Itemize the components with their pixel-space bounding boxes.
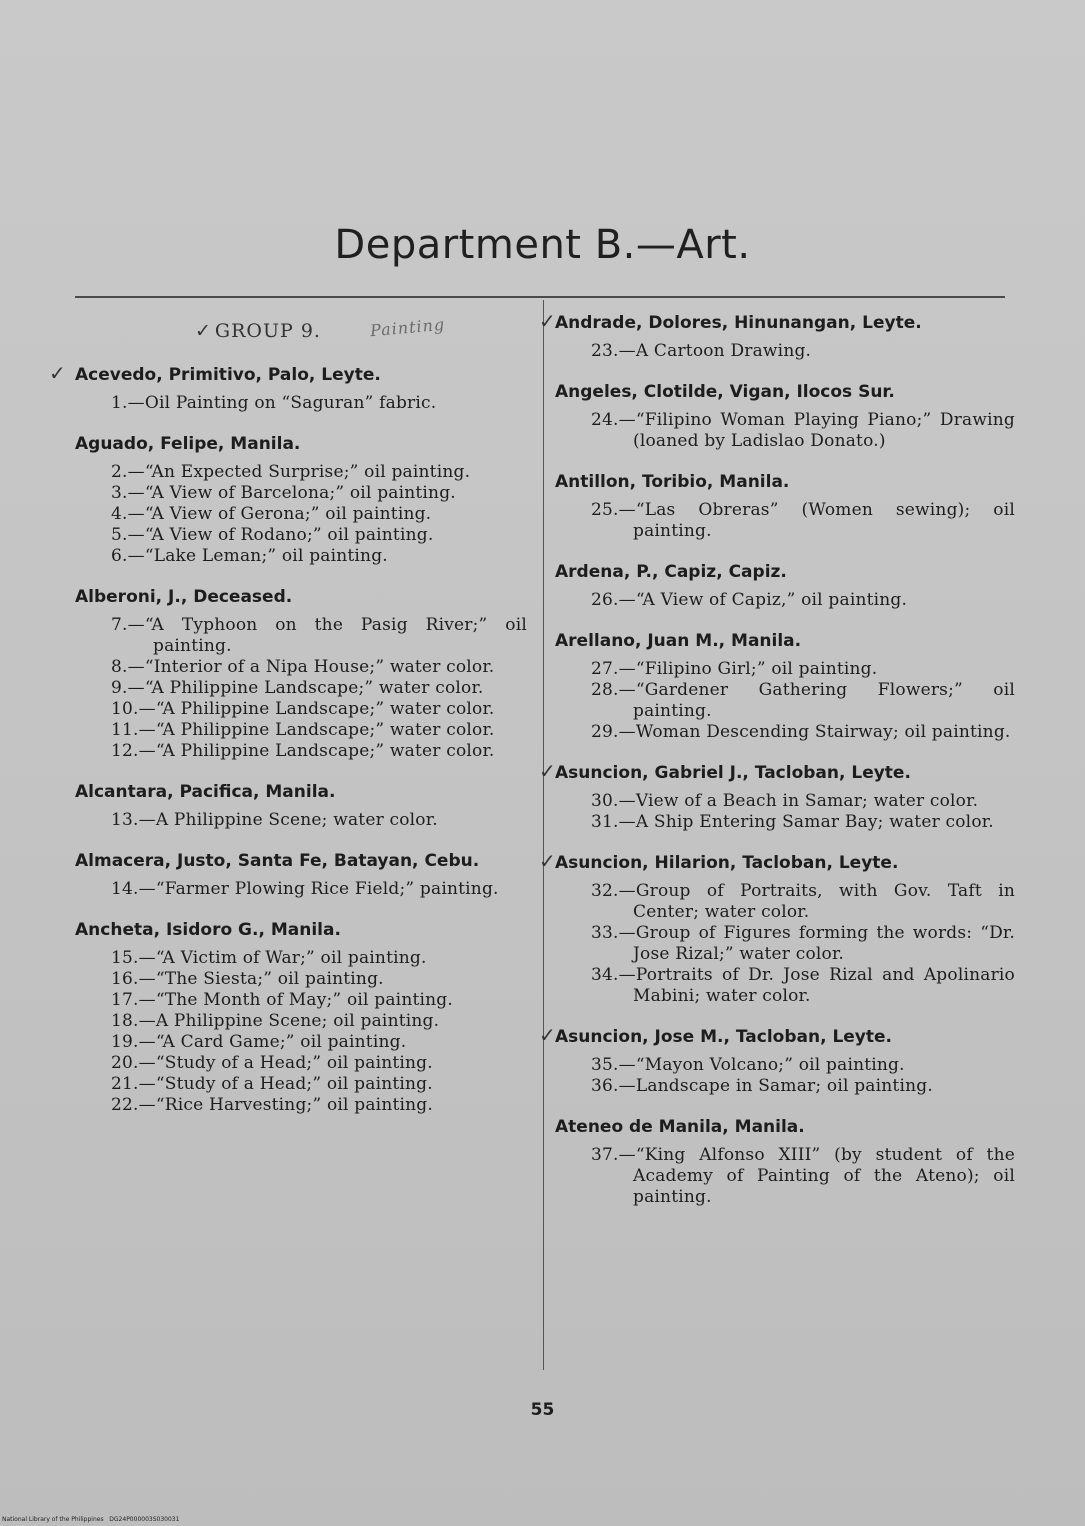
exhibitor-text: Ancheta, Isidoro G., Manila. — [75, 920, 341, 940]
exhibitor-name — [555, 630, 1015, 652]
check-mark-icon: ✓ — [539, 1023, 556, 1047]
exhibit-item: 20.—“Study of a Head;” oil painting. — [111, 1053, 433, 1073]
exhibit-item: 7.—“A Typhoon on the Pasig River;” oil painting. — [111, 615, 527, 656]
exhibitor-name — [539, 1023, 1015, 1048]
exhibit-item: 34.—Portraits of Dr. Jose Rizal and Apolinario Mabini; water color. — [591, 965, 1015, 1006]
exhibitor-entry — [555, 471, 1015, 542]
exhibitor-text: Asuncion, Hilarion, Tacloban, Leyte. — [555, 853, 899, 873]
exhibit-item: 22.—“Rice Harvesting;” oil painting. — [111, 1095, 433, 1115]
exhibit-item: 27.—“Filipino Girl;” oil painting. — [591, 659, 878, 679]
exhibitor-text: Alcantara, Pacifica, Manila. — [75, 782, 336, 802]
exhibitor-name — [539, 759, 1015, 784]
page-title: Department B.—Art. — [334, 222, 751, 268]
exhibitor-name — [555, 561, 1015, 583]
exhibitor-text: Aguado, Felipe, Manila. — [75, 434, 301, 454]
exhibitor-name — [75, 586, 527, 608]
exhibit-item: 11.—“A Philippine Landscape;” water color. — [111, 720, 495, 740]
exhibit-item: 18.—A Philippine Scene; oil painting. — [111, 1011, 440, 1031]
exhibitor-name — [539, 849, 1015, 874]
exhibit-list — [555, 410, 1015, 452]
exhibit-item: 15.—“A Victim of War;” oil painting. — [111, 948, 427, 968]
exhibit-list — [75, 393, 527, 414]
check-mark-icon: ✓ — [195, 320, 212, 342]
exhibitor-name — [555, 381, 1015, 403]
exhibit-item: 36.—Landscape in Samar; oil painting. — [591, 1076, 933, 1096]
exhibit-item: 37.—“King Alfonso XIII” (by student of the Academy of Painting of the Ateno); oil painting. — [591, 1145, 1015, 1207]
exhibitor-entry — [539, 1023, 1015, 1097]
exhibit-item: 23.—A Cartoon Drawing. — [591, 341, 812, 361]
page-number: 55 — [530, 1400, 555, 1420]
check-mark-icon: ✓ — [539, 759, 556, 783]
exhibitor-entry — [555, 381, 1015, 452]
exhibitor-entry — [75, 586, 527, 762]
exhibit-item: 10.—“A Philippine Landscape;” water color. — [111, 699, 495, 719]
exhibit-item: 30.—View of a Beach in Samar; water color. — [591, 791, 979, 811]
exhibit-list — [555, 1145, 1015, 1208]
exhibitor-text: Ardena, P., Capiz, Capiz. — [555, 562, 787, 582]
exhibitor-text: Antillon, Toribio, Manila. — [555, 472, 790, 492]
exhibitor-entry — [75, 919, 527, 1116]
exhibit-item: 26.—“A View of Capiz,” oil painting. — [591, 590, 908, 610]
exhibit-list — [555, 500, 1015, 542]
exhibit-item: 28.—“Gardener Gathering Flowers;” oil painting. — [591, 680, 1015, 721]
exhibit-item: 14.—“Farmer Plowing Rice Field;” painting. — [111, 879, 499, 899]
exhibitor-entry — [75, 850, 527, 900]
exhibitor-text: Ateneo de Manila, Manila. — [555, 1117, 805, 1137]
exhibitor-entry — [555, 561, 1015, 611]
exhibitor-entry — [49, 361, 527, 414]
exhibitor-text: Asuncion, Gabriel J., Tacloban, Leyte. — [555, 763, 911, 783]
exhibit-item: 32.—Group of Portraits, with Gov. Taft in Center; water color. — [591, 881, 1015, 922]
exhibitor-text: Almacera, Justo, Santa Fe, Batayan, Cebu. — [75, 851, 480, 871]
exhibit-item: 21.—“Study of a Head;” oil painting. — [111, 1074, 433, 1094]
exhibitor-name — [555, 471, 1015, 493]
exhibit-list — [555, 791, 1015, 833]
exhibit-list — [555, 341, 1015, 362]
exhibitor-text: Arellano, Juan M., Manila. — [555, 631, 802, 651]
exhibitor-entry — [539, 759, 1015, 833]
exhibitor-name — [75, 781, 527, 803]
exhibitor-name — [539, 309, 1015, 334]
exhibit-item: 6.—“Lake Leman;” oil painting. — [111, 546, 388, 566]
column-divider — [543, 300, 544, 1370]
exhibit-item: 12.—“A Philippine Landscape;” water color. — [111, 741, 495, 761]
exhibit-item: 24.—“Filipino Woman Playing Piano;” Drawing (loaned by Ladislao Donato.) — [591, 410, 1015, 451]
exhibitor-text: Andrade, Dolores, Hinunangan, Leyte. — [555, 313, 922, 333]
exhibit-item: 4.—“A View of Gerona;” oil painting. — [111, 504, 432, 524]
exhibit-item: 35.—“Mayon Volcano;” oil painting. — [591, 1055, 905, 1075]
exhibitor-name — [75, 919, 527, 941]
exhibit-item: 8.—“Interior of a Nipa House;” water color. — [111, 657, 495, 677]
group-label: GROUP 9. — [214, 320, 321, 342]
exhibit-item: 3.—“A View of Barcelona;” oil painting. — [111, 483, 456, 503]
group-heading — [195, 314, 527, 348]
handwritten-note: Painting — [369, 314, 446, 341]
exhibitor-entry — [75, 433, 527, 567]
exhibitor-text: Asuncion, Jose M., Tacloban, Leyte. — [555, 1027, 893, 1047]
exhibitor-entry — [75, 781, 527, 831]
exhibitor-name — [555, 1116, 1015, 1138]
exhibit-item: 31.—A Ship Entering Samar Bay; water color. — [591, 812, 994, 832]
exhibit-item: 17.—“The Month of May;” oil painting. — [111, 990, 453, 1010]
left-entry-list — [49, 361, 527, 1116]
exhibitor-entry — [539, 309, 1015, 362]
exhibitor-text: Alberoni, J., Deceased. — [75, 587, 293, 607]
exhibit-list — [555, 881, 1015, 1007]
right-column — [539, 309, 1015, 1227]
exhibit-list — [75, 879, 527, 900]
exhibitor-name — [75, 850, 527, 872]
check-mark-icon: ✓ — [539, 849, 556, 873]
check-mark-icon: ✓ — [49, 361, 66, 385]
exhibit-list — [555, 590, 1015, 611]
exhibitor-text: Angeles, Clotilde, Vigan, Ilocos Sur. — [555, 382, 895, 402]
footer-credit: National Library of the Philippines DG24P000003S030031 — [2, 1516, 180, 1523]
exhibitor-name — [49, 361, 527, 386]
check-mark-icon: ✓ — [539, 309, 556, 333]
exhibitor-name — [75, 433, 527, 455]
exhibit-list — [75, 462, 527, 567]
exhibit-list — [75, 948, 527, 1116]
exhibitor-entry — [555, 1116, 1015, 1208]
exhibit-item: 25.—“Las Obreras” (Women sewing); oil painting. — [591, 500, 1015, 541]
exhibitor-entry — [539, 849, 1015, 1007]
exhibit-item: 5.—“A View of Rodano;” oil painting. — [111, 525, 434, 545]
exhibit-item: 2.—“An Expected Surprise;” oil painting. — [111, 462, 471, 482]
exhibitor-text: Acevedo, Primitivo, Palo, Leyte. — [75, 365, 381, 385]
exhibit-item: 29.—Woman Descending Stairway; oil painting. — [591, 722, 1011, 742]
exhibit-item: 16.—“The Siesta;” oil painting. — [111, 969, 384, 989]
left-column — [49, 312, 527, 1135]
exhibit-item: 1.—Oil Painting on “Saguran” fabric. — [111, 393, 437, 413]
title-rule — [75, 296, 1005, 298]
exhibit-list — [75, 810, 527, 831]
exhibit-item: 33.—Group of Figures forming the words: “Dr. Jose Rizal;” water color. — [591, 923, 1015, 964]
exhibit-item: 13.—A Philippine Scene; water color. — [111, 810, 438, 830]
exhibit-item: 19.—“A Card Game;” oil painting. — [111, 1032, 407, 1052]
exhibit-list — [555, 659, 1015, 743]
exhibitor-entry — [555, 630, 1015, 743]
exhibit-item: 9.—“A Philippine Landscape;” water color. — [111, 678, 484, 698]
exhibit-list — [75, 615, 527, 762]
exhibit-list — [555, 1055, 1015, 1097]
right-entry-list — [539, 309, 1015, 1208]
